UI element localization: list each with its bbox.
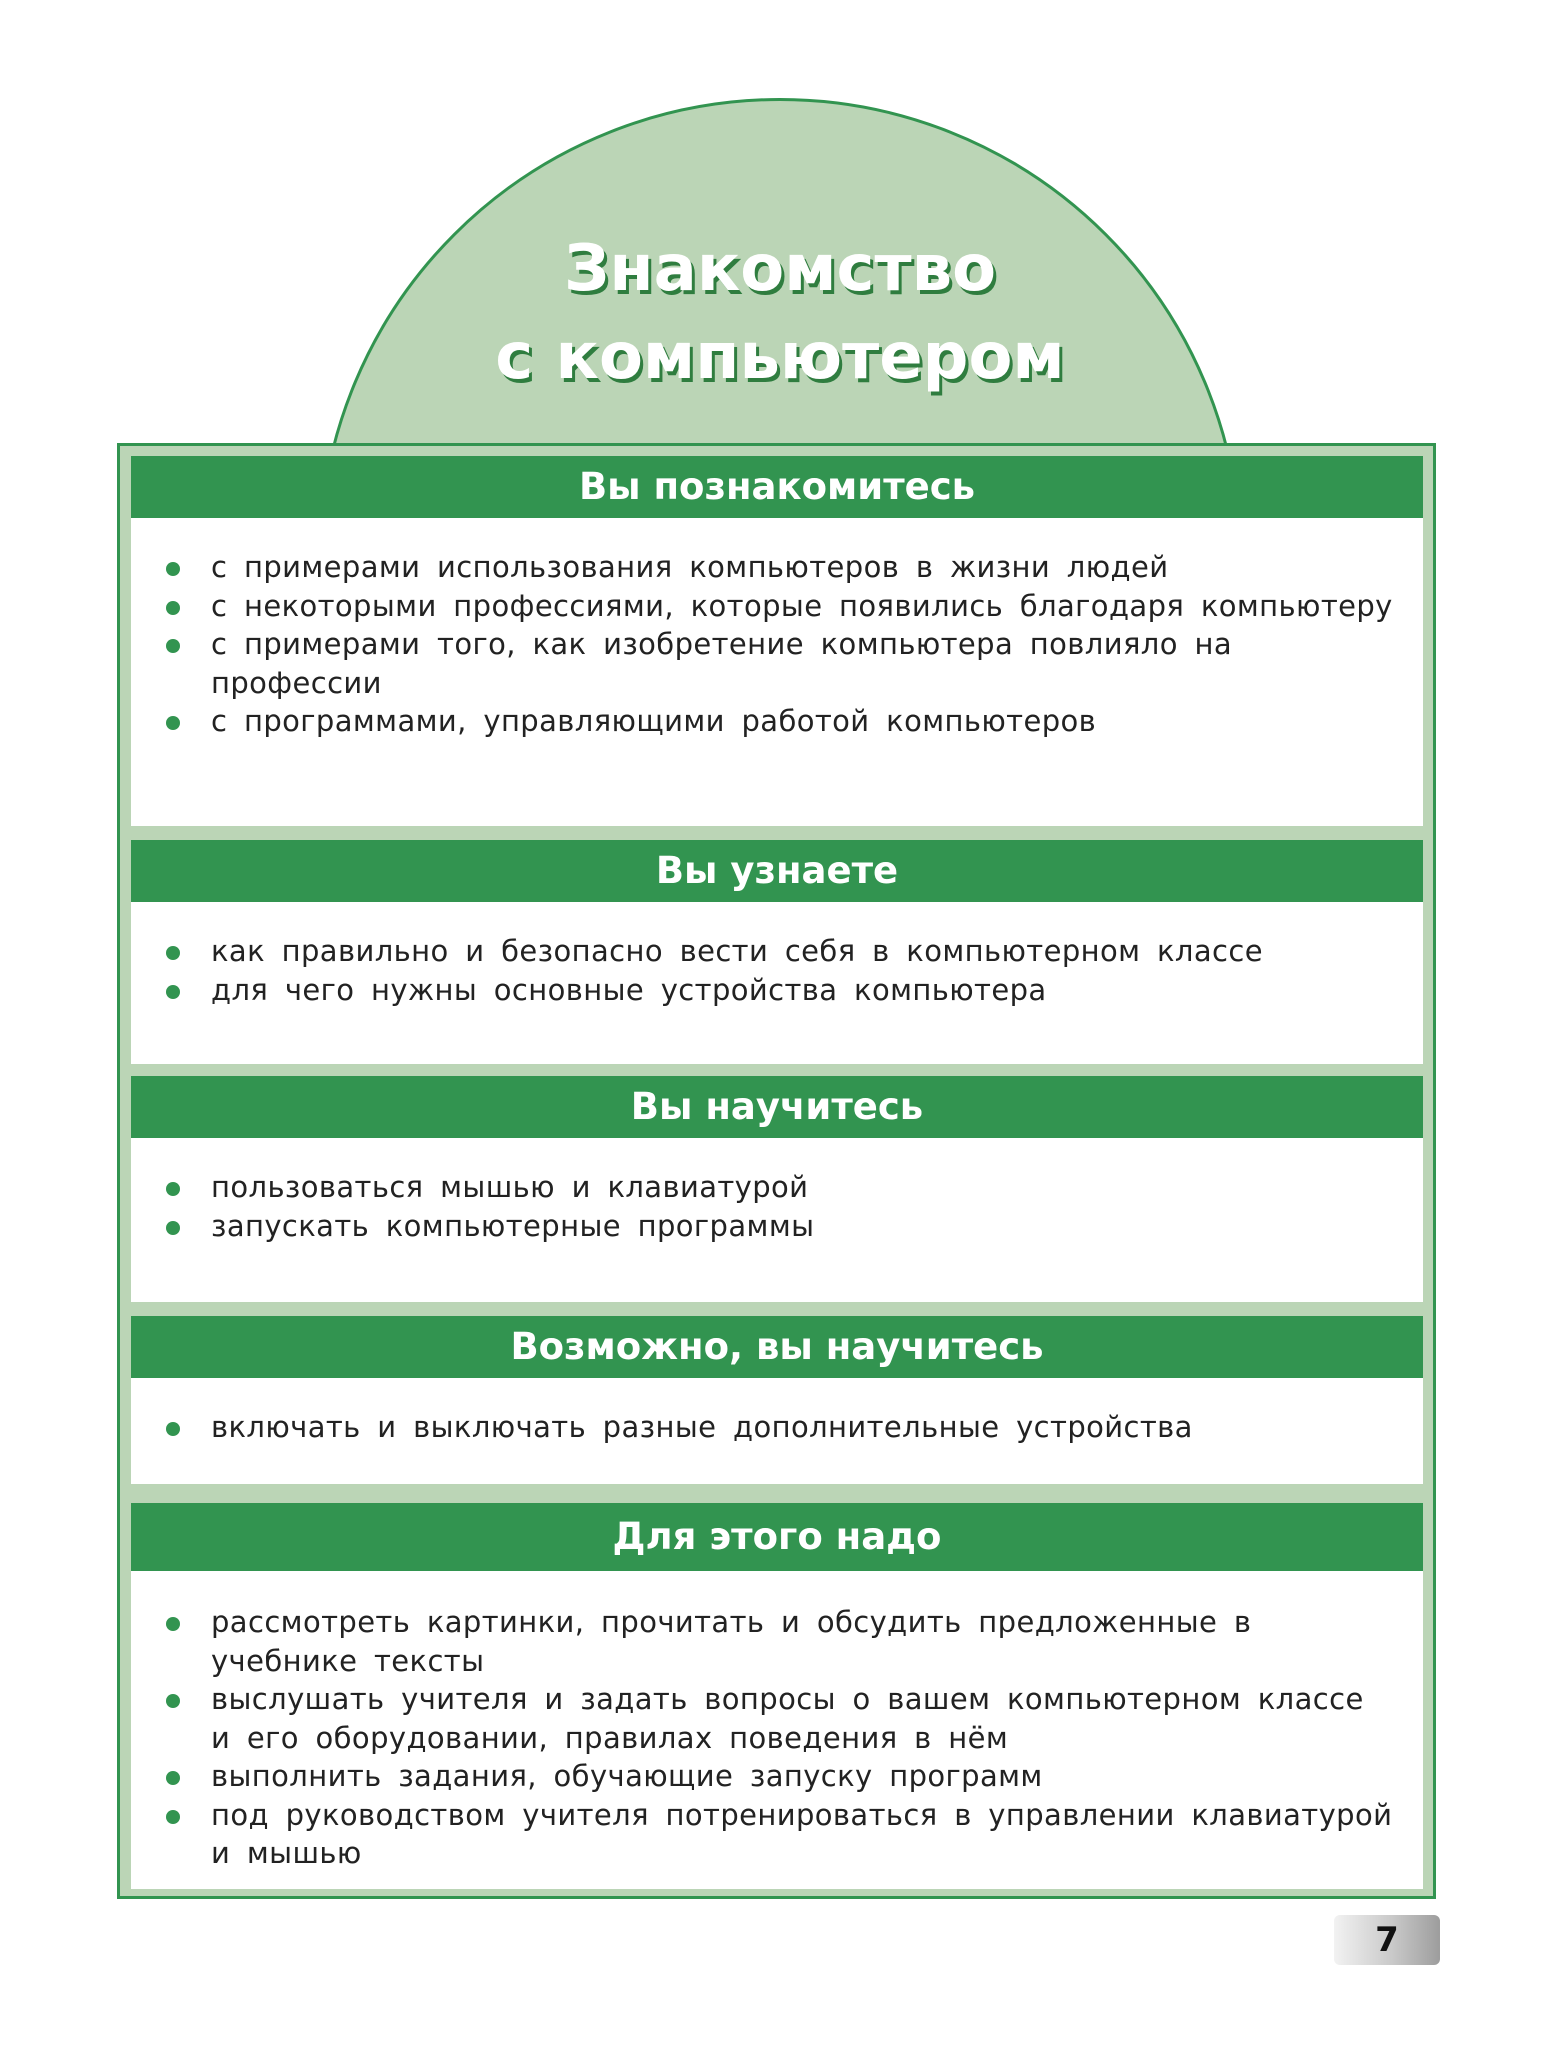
section-body [131,1378,1423,1484]
section-body [131,1571,1423,1889]
section-you-will-learn-about [131,840,1423,1064]
list-item: выслушать учителя и задать вопросы о вашем компьютерном классе и его оборудовании, правилах поведения в нём [211,1680,1399,1757]
bullet-list [211,1603,1399,1873]
section-you-will-get-acquainted [131,456,1423,826]
section-heading: Вы узнаете [131,840,1423,902]
section-you-will-learn-to [131,1076,1423,1302]
list-item: как правильно и безопасно вести себя в компьютерном классе [211,932,1399,971]
section-possibly-you-will-learn [131,1316,1423,1484]
page-title-line-2: с компьютером [495,320,1065,394]
section-body [131,1138,1423,1302]
list-item: для чего нужны основные устройства компьютера [211,971,1399,1010]
list-item: с примерами того, как изобретение компьютера повлияло на профессии [211,625,1399,702]
section-heading: Для этого надо [131,1503,1423,1571]
bullet-list [211,1408,1399,1447]
bullet-list [211,1168,1399,1245]
section-body [131,902,1423,1064]
page-title [318,225,1242,401]
section-heading: Вы познакомитесь [131,456,1423,518]
section-heading: Вы научитесь [131,1076,1423,1138]
bullet-list [211,548,1399,741]
list-item: запускать компьютерные программы [211,1207,1399,1246]
list-item: под руководством учителя потренироваться в управлении клавиатурой и мышью [211,1796,1399,1873]
page-number: 7 [1334,1915,1440,1965]
list-item: пользоваться мышью и клавиатурой [211,1168,1399,1207]
list-item: с примерами использования компьютеров в жизни людей [211,548,1399,587]
list-item: с некоторыми профессиями, которые появились благодаря компьютеру [211,587,1399,626]
bullet-list [211,932,1399,1009]
list-item: включать и выключать разные дополнительные устройства [211,1408,1399,1447]
page-title-line-1: Знакомство [563,232,997,306]
list-item: с программами, управляющими работой компьютеров [211,702,1399,741]
section-heading: Возможно, вы научитесь [131,1316,1423,1378]
section-for-this-you-need [131,1503,1423,1889]
list-item: рассмотреть картинки, прочитать и обсудить предложенные в учебнике тексты [211,1603,1399,1680]
section-body [131,518,1423,826]
list-item: выполнить задания, обучающие запуску программ [211,1757,1399,1796]
